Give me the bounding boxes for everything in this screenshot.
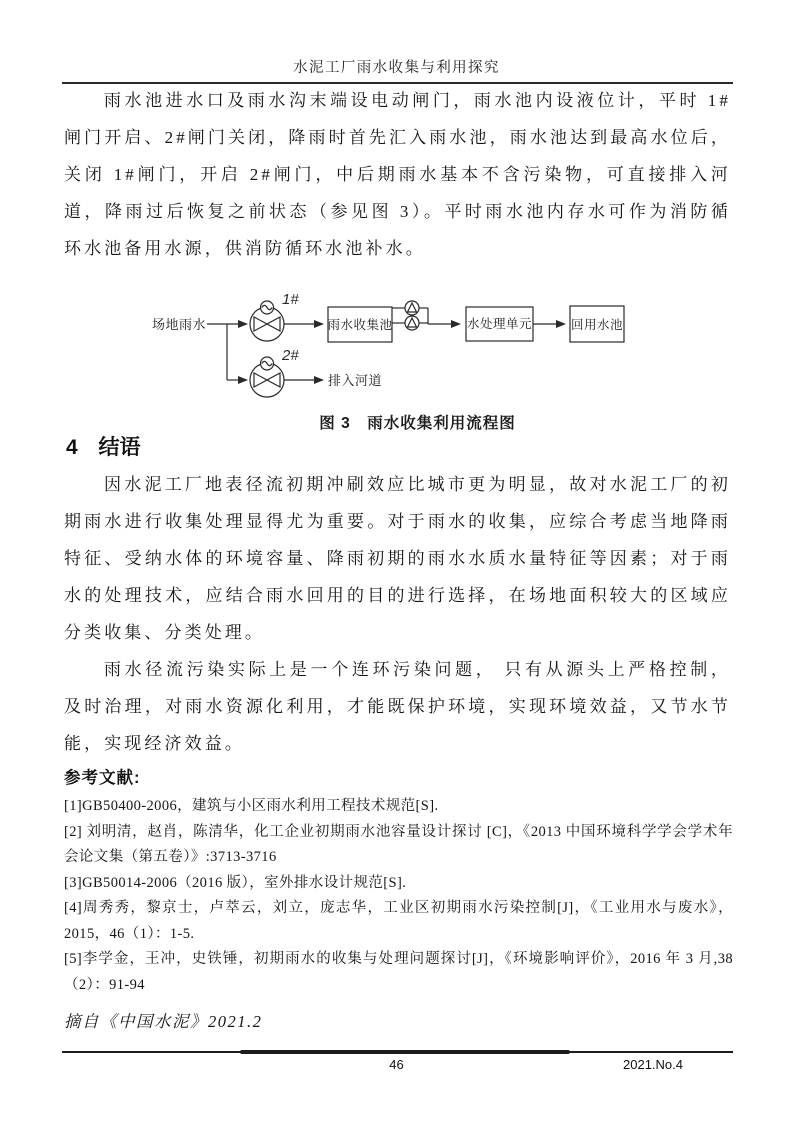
source-note: 摘自《中国水泥》2021.2 — [64, 1012, 263, 1031]
references-section — [64, 764, 733, 998]
treatment-unit-box — [466, 307, 533, 341]
reuse-pool-label: 回用水池 — [570, 318, 624, 332]
reference-item: [5]李学金，王冲，史铁锤，初期雨水的收集与处理问题探讨[J]，《环境影响评价》，2016 年 3 月,38（2）：91-94 — [64, 951, 733, 993]
section-heading — [66, 431, 141, 461]
reuse-pool-box — [570, 306, 624, 342]
conclusion-paragraph-1: 因水泥工厂地表径流初期冲刷效应比城市更为明显，故对水泥工厂的初期雨水进行收集处理显得尤为重要。对于雨水的收集，应综合考虑当地降雨特征、受纳水体的环境容量、降雨初期的雨水水质水量特征等因素；对于雨水的处理技术，应结合雨水回用的目的进行选择，在场地面积较大的区域应分类收集、分类处理。 — [64, 475, 731, 642]
collection-pool-box — [327, 307, 392, 342]
references-heading: 参考文献: — [64, 769, 141, 787]
diagram-source-label: 场地雨水 — [152, 317, 207, 332]
reference-item: [4]周秀秀，黎京士，卢萃云，刘立，庞志华，工业区初期雨水污染控制[J]，《工业用水与废水》，2015，46（1）：1-5. — [64, 900, 733, 942]
conclusion-body — [64, 466, 731, 762]
intro-paragraph: 雨水池进水口及雨水沟末端设电动闸门，雨水池内设液位计，平时 1#闸门开启、2#闸门关闭，降雨时首先汇入雨水池，雨水池达到最高水位后，关闭 1#闸门，开启 2#闸门，中后期雨水基本不含污染物，可直接排入河道，降雨过后恢复之前状态（参见图 3）。平时雨水池内存水可作为消防循环水池备用水源，供消防循环水池补水。 — [64, 91, 731, 258]
discharge-label: 排入河道 — [328, 373, 383, 388]
treatment-unit-label: 水处理单元 — [466, 317, 533, 331]
reference-item: [3]GB50014-2006（2016 版），室外排水设计规范[S]. — [64, 874, 407, 891]
valve-1-symbol — [250, 301, 284, 341]
reference-item: [2] 刘明清，赵肖，陈清华，化工企业初期雨水池容量设计探讨 [C]，《2013 中国环境科学学会学术年会论文集（第五卷）》:3713-3716 — [64, 823, 733, 865]
valve-1-label: 1# — [282, 291, 299, 308]
section-title: 结语 — [98, 436, 141, 459]
page-number: 46 — [389, 1057, 404, 1072]
valve-2-symbol — [250, 357, 284, 397]
flow-lines — [207, 324, 558, 380]
pump-icons — [392, 301, 428, 330]
footer-divider-bulge — [240, 1050, 570, 1054]
conclusion-paragraph-2: 雨水径流污染实际上是一个连环污染问题， 只有从源头上严格控制，及时治理，对雨水资源化利用，才能既保护环境，实现环境效益，又节水节能，实现经济效益。 — [64, 660, 731, 753]
valve-2-label: 2# — [282, 347, 299, 364]
issue-label: 2021.No.4 — [623, 1057, 683, 1072]
reference-item: [1]GB50400-2006，建筑与小区雨水利用工程技术规范[S]. — [64, 798, 439, 814]
section-number: 4 — [66, 436, 78, 459]
flow-diagram-figure — [145, 283, 645, 408]
collection-pool-label: 雨水收集池 — [327, 318, 393, 332]
figure-caption: 图 3 雨水收集利用流程图 — [319, 415, 516, 432]
running-header-title: 水泥工厂雨水收集与利用探究 — [293, 60, 500, 76]
